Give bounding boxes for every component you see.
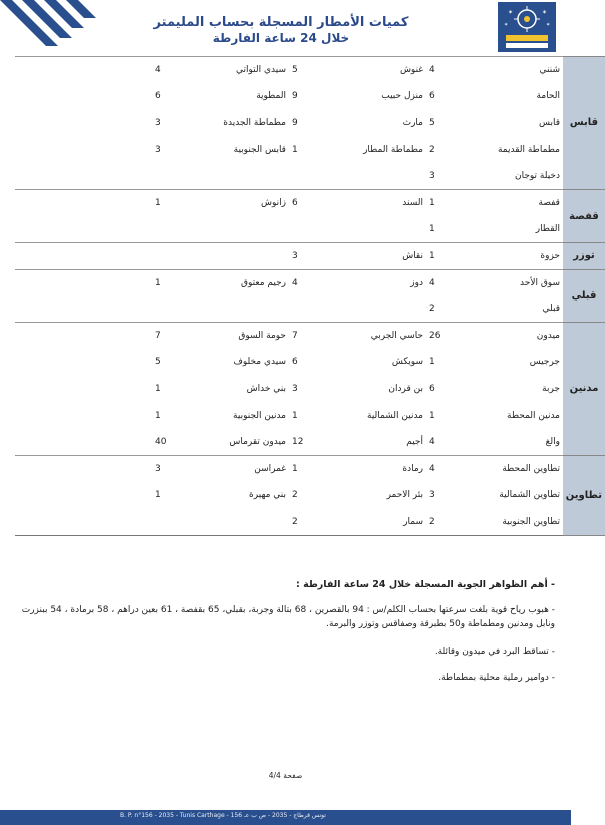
station-name: تطاوين المحطة: [467, 455, 563, 482]
station-name: [330, 163, 426, 190]
station-name: بني مهيرة: [249, 490, 286, 501]
station-name: [193, 509, 289, 536]
table-row: [15, 349, 605, 376]
rainfall-value: 7: [289, 322, 330, 349]
rainfall-value: [289, 216, 330, 243]
station-name: مدنين الجنوبية: [233, 410, 286, 421]
rainfall-value: [15, 509, 56, 536]
station-name: قبلي: [542, 303, 560, 314]
table-row: [15, 322, 605, 349]
station-name: [56, 243, 152, 270]
rainfall-value: [152, 509, 193, 536]
station-name: مطماطة الجديدة: [223, 117, 286, 128]
header-stripes-decoration: [0, 0, 110, 60]
station-name: [56, 110, 152, 137]
station-name: بن قردان: [388, 383, 423, 394]
station-name: مدنين الشمالية: [367, 410, 423, 421]
table-row: [15, 136, 605, 163]
station-name: قفصة: [467, 189, 563, 216]
rainfall-value: [15, 243, 56, 270]
station-name: شنني: [467, 57, 563, 84]
rainfall-value: 1: [429, 410, 435, 421]
rainfall-value: [15, 482, 56, 509]
rainfall-value: 4: [426, 269, 467, 296]
station-name: والغ: [545, 436, 560, 447]
station-name: سيدي التواتي: [193, 57, 289, 84]
rainfall-value: 3: [429, 170, 435, 181]
station-name: [56, 189, 152, 216]
rainfall-value: 2: [292, 490, 298, 501]
table-row: [15, 455, 605, 482]
rainfall-value: 6: [155, 91, 161, 102]
rainfall-value: 1: [292, 144, 298, 155]
rainfall-value: 6: [289, 189, 330, 216]
table-row: [15, 509, 605, 536]
station-name: ميدون: [467, 322, 563, 349]
rainfall-value: [15, 216, 56, 243]
region-name: قابس: [563, 57, 605, 190]
table-row: [15, 482, 605, 509]
station-name: [193, 216, 289, 243]
rainfall-value: [15, 322, 56, 349]
rainfall-value: [15, 429, 56, 456]
station-name: [56, 509, 152, 536]
rainfall-value: 1: [155, 410, 161, 421]
rainfall-value: [152, 243, 193, 270]
station-name: قابس الجنوبية: [233, 144, 286, 155]
station-name: سمار: [330, 509, 426, 536]
notes-heading: - أهم الظواهر الجوية المسجلة خلال 24 ساعة الفارطة :: [295, 579, 555, 590]
svg-text:✶: ✶: [542, 9, 548, 16]
rainfall-value: 9: [292, 117, 298, 128]
rainfall-value: 3: [289, 243, 330, 270]
rainfall-value: [15, 163, 56, 190]
table-row: [15, 57, 605, 84]
rainfall-value: 5: [155, 357, 161, 368]
rainfall-value: [15, 376, 56, 403]
station-name: حزوة: [467, 243, 563, 270]
station-name: المطوية: [256, 91, 286, 102]
station-name: سيدي مخلوف: [233, 357, 286, 368]
note-strong-winds: - هبوب رياح قوية بلغت سرعتها بحساب الكلم/س : 94 بالقصرين ، 68 بتالة وجربة، بقبلي، 65 بقفصة ، 61 بعين دراهم ، 58 برمادة ، 54 ببنزرت ونابل ومدنين ومطماطة و50 بطبرقة وصفاقس وتوزر والبرمة.: [21, 605, 555, 629]
rainfall-value: 1: [152, 189, 193, 216]
station-name: جرجيس: [529, 357, 560, 368]
station-name: دوز: [330, 269, 426, 296]
rainfall-value: 4: [429, 436, 435, 447]
rainfall-value: 40: [155, 436, 167, 447]
rainfall-value: 26: [426, 322, 467, 349]
table-row: [15, 243, 605, 270]
rainfall-value: 9: [292, 91, 298, 102]
station-name: [56, 163, 152, 190]
footer-address: B. P. n°156 - 2035 - Tunis Carthage - تونس قرطاج - 2035 - ص ب عـ 156: [120, 812, 326, 819]
rainfall-value: 2: [426, 509, 467, 536]
region-name: تطاوين: [563, 455, 605, 535]
rainfall-value: 1: [429, 224, 435, 235]
station-name: [330, 216, 426, 243]
table-row: [15, 163, 605, 190]
station-name: [56, 322, 152, 349]
rainfall-value: 4: [289, 269, 330, 296]
station-name: غنوش: [330, 57, 426, 84]
station-name: قابس: [538, 117, 560, 128]
station-name: مطماطة القديمة: [497, 144, 560, 155]
rainfall-value: 6: [429, 383, 435, 394]
rainfall-value: 1: [426, 189, 467, 216]
station-name: السند: [330, 189, 426, 216]
station-name: مارث: [402, 117, 423, 128]
station-name: [330, 296, 426, 323]
rainfall-value: 5: [289, 57, 330, 84]
rainfall-value: [15, 269, 56, 296]
station-name: [56, 482, 152, 509]
rainfall-value: 1: [426, 243, 467, 270]
station-name: تطاوين الجنوبية: [467, 509, 563, 536]
table-row: [15, 402, 605, 429]
rainfall-value: 1: [155, 383, 161, 394]
table-row: [15, 189, 605, 216]
station-name: [56, 136, 152, 163]
rainfall-value: 1: [292, 410, 298, 421]
station-name: ميدون تقرماس: [229, 436, 286, 447]
station-name: بئر الاحمر: [386, 490, 423, 501]
rainfall-value: 12: [292, 436, 304, 447]
station-name: حومة السوق: [193, 322, 289, 349]
station-name: الحامة: [536, 91, 560, 102]
rainfall-value: 2: [289, 509, 330, 536]
region-name: قبلي: [563, 269, 605, 322]
rainfall-value: 1: [289, 455, 330, 482]
rainfall-value: 2: [429, 303, 435, 314]
station-name: رمادة: [330, 455, 426, 482]
rainfall-value: 3: [155, 144, 161, 155]
rainfall-value: [152, 296, 193, 323]
rainfall-value: [15, 189, 56, 216]
table-row: [15, 429, 605, 456]
rainfall-value: [152, 216, 193, 243]
rainfall-value: 4: [426, 57, 467, 84]
rainfall-value: 3: [152, 455, 193, 482]
svg-text:✶: ✶: [546, 22, 551, 28]
station-name: غمراسن: [193, 455, 289, 482]
page-title: كميات الأمطار المسجلة بحساب المليمتر: [153, 15, 409, 30]
station-name: أجيم: [406, 436, 423, 447]
station-name: [56, 216, 152, 243]
region-name: مدنين: [563, 322, 605, 455]
station-name: نقاش: [330, 243, 426, 270]
station-name: [193, 163, 289, 190]
table-row: [15, 83, 605, 110]
table-row: [15, 216, 605, 243]
rainfall-value: 4: [152, 57, 193, 84]
station-name: مدنين المحطة: [507, 410, 560, 421]
rainfall-value: [15, 402, 56, 429]
rainfall-value: [289, 163, 330, 190]
institute-logo: [498, 2, 556, 52]
station-name: منزل حبيب: [381, 91, 423, 102]
table-row: [15, 296, 605, 323]
rainfall-value: 2: [429, 144, 435, 155]
station-name: رجيم معتوق: [193, 269, 289, 296]
station-name: دخيلة توجان: [514, 170, 560, 181]
station-name: جربة: [542, 383, 560, 394]
region-name: قفصة: [563, 189, 605, 242]
svg-text:✶: ✶: [508, 9, 514, 16]
rainfall-value: [152, 163, 193, 190]
station-name: [56, 376, 152, 403]
page-number: صفحة 4/4: [268, 771, 303, 780]
region-name: توزر: [563, 243, 605, 270]
svg-text:✶: ✶: [504, 22, 509, 28]
rainfall-value: 1: [152, 269, 193, 296]
station-name: بني خداش: [246, 383, 286, 394]
station-name: [193, 296, 289, 323]
rainfall-value: 5: [429, 117, 435, 128]
rainfall-value: [15, 83, 56, 110]
station-name: مطماطة المطار: [363, 144, 423, 155]
station-name: [56, 402, 152, 429]
note-hail: - تساقط البرد في ميدون وقائلة.: [434, 647, 555, 657]
station-name: سوق الأحد: [467, 269, 563, 296]
rainfall-value: [15, 455, 56, 482]
table-row: [15, 376, 605, 403]
station-name: [56, 296, 152, 323]
rainfall-value: 1: [429, 357, 435, 368]
note-sand-whirls: - دوامير رملية محلية بمطماطة.: [438, 673, 555, 683]
station-name: [56, 269, 152, 296]
table-row: [15, 110, 605, 137]
station-name: سويكش: [391, 357, 423, 368]
station-name: [193, 243, 289, 270]
rainfall-value: [289, 296, 330, 323]
rainfall-value: [15, 136, 56, 163]
rainfall-value: [15, 296, 56, 323]
station-name: [56, 57, 152, 84]
rainfall-value: 3: [429, 490, 435, 501]
station-name: [56, 455, 152, 482]
rainfall-value: [15, 110, 56, 137]
rainfall-value: 6: [292, 357, 298, 368]
rainfall-value: 4: [426, 455, 467, 482]
station-name: [56, 349, 152, 376]
station-name: حاسي الجربي: [330, 322, 426, 349]
station-name: القطار: [535, 224, 560, 235]
rainfall-value: 1: [155, 490, 161, 501]
page-subtitle: خلال 24 ساعة الفارطة: [212, 31, 350, 45]
station-name: زانوش: [193, 189, 289, 216]
rainfall-value: 3: [292, 383, 298, 394]
rainfall-table: [15, 56, 605, 536]
rainfall-value: 7: [152, 322, 193, 349]
rainfall-value: [15, 349, 56, 376]
rainfall-value: 6: [429, 91, 435, 102]
station-name: تطاوين الشمالية: [499, 490, 560, 501]
table-row: [15, 269, 605, 296]
rainfall-value: 3: [155, 117, 161, 128]
station-name: [56, 83, 152, 110]
station-name: [56, 429, 152, 456]
rainfall-value: [15, 57, 56, 84]
